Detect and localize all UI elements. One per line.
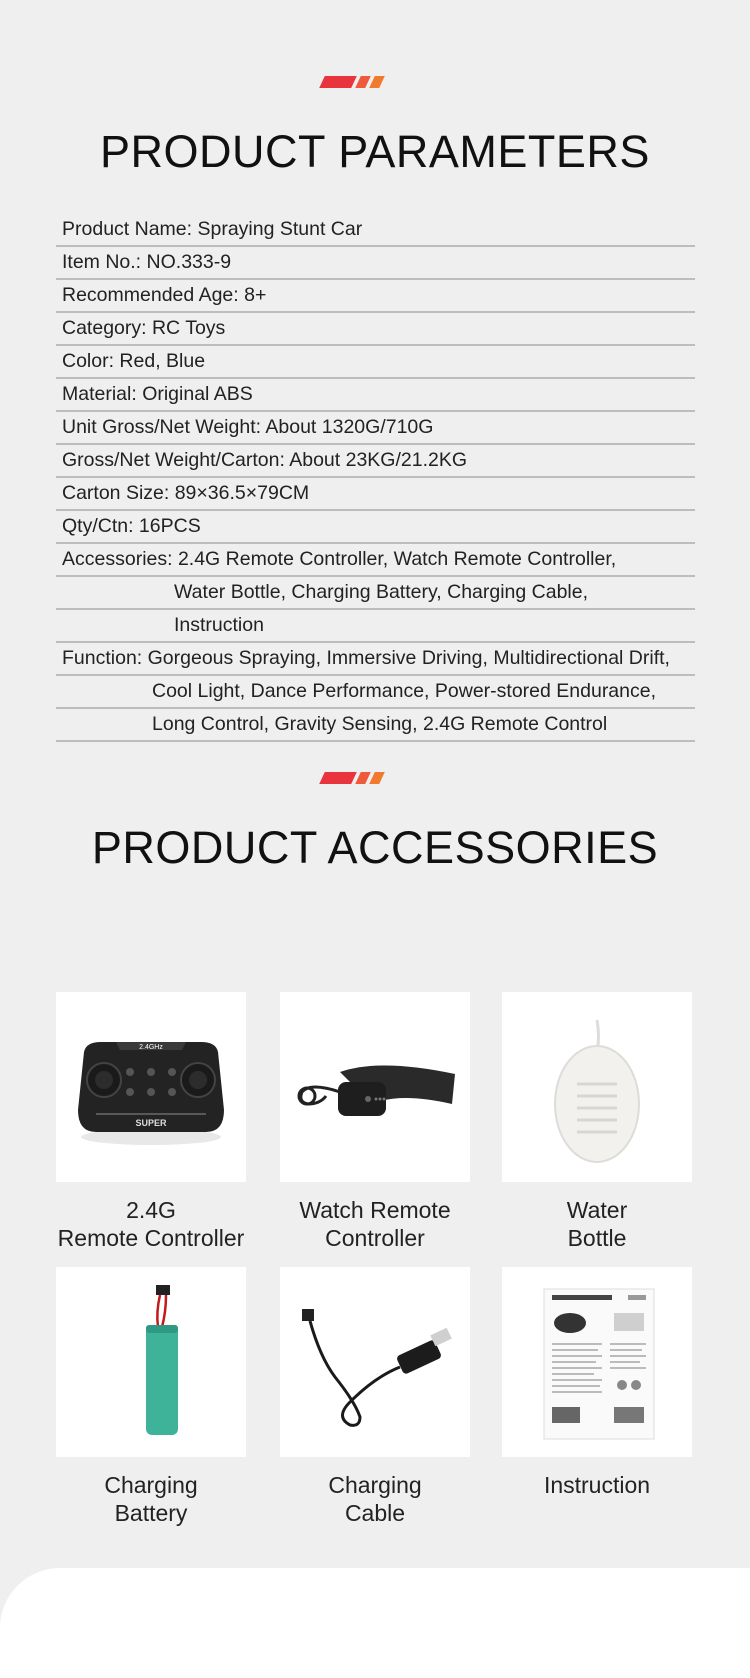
accessory-label: Instruction xyxy=(543,1472,651,1498)
accessory-remote-controller xyxy=(56,992,246,1251)
accessory-cable xyxy=(280,1267,470,1526)
param-row: Item No.: NO.333-9 xyxy=(56,247,695,280)
param-row: Recommended Age: 8+ xyxy=(56,280,695,313)
watch-controller-image xyxy=(280,992,470,1182)
accessory-instruction xyxy=(502,1267,692,1498)
remote-badge: 2.4GHz xyxy=(139,1044,163,1051)
param-row: Water Bottle, Charging Battery, Charging Cable, xyxy=(56,577,695,610)
remote-controller-icon xyxy=(56,992,246,1182)
param-row: Qty/Ctn: 16PCS xyxy=(56,511,695,544)
usb-cable-icon xyxy=(280,1267,470,1457)
param-row: Material: Original ABS xyxy=(56,379,695,412)
water-bottle-icon xyxy=(502,992,692,1182)
battery-image xyxy=(56,1267,246,1457)
accessories-title: PRODUCT ACCESSORIES xyxy=(91,822,659,873)
param-row: Instruction xyxy=(56,610,695,643)
param-row: Unit Gross/Net Weight: About 1320G/710G xyxy=(56,412,695,445)
param-row: Long Control, Gravity Sensing, 2.4G Remote Control xyxy=(56,709,695,742)
parameters-table xyxy=(56,214,695,742)
accessory-label: Charging Battery xyxy=(104,1472,198,1526)
instruction-image xyxy=(502,1267,692,1457)
accent-mark xyxy=(318,76,384,88)
accent-mark xyxy=(318,772,384,784)
param-row: Cool Light, Dance Performance, Power-stored Endurance, xyxy=(56,676,695,709)
accessory-water-bottle xyxy=(502,992,692,1251)
instruction-manual-icon xyxy=(502,1267,692,1457)
cable-image xyxy=(280,1267,470,1457)
remote-controller-image xyxy=(56,992,246,1182)
water-bottle-image xyxy=(502,992,692,1182)
param-row: Category: RC Toys xyxy=(56,313,695,346)
remote-brand: SUPER xyxy=(135,1118,167,1128)
accessory-label: Water Bottle xyxy=(566,1197,628,1251)
bottom-white-band xyxy=(0,1568,750,1678)
accessory-label: 2.4G Remote Controller xyxy=(57,1197,245,1251)
battery-icon xyxy=(56,1267,246,1457)
accessory-label: Charging Cable xyxy=(328,1472,422,1526)
param-row: Accessories: 2.4G Remote Controller, Watch Remote Controller, xyxy=(56,544,695,577)
accessory-watch-controller xyxy=(280,992,470,1251)
parameters-title: PRODUCT PARAMETERS xyxy=(100,126,650,177)
param-row: Product Name: Spraying Stunt Car xyxy=(56,214,695,247)
accessory-label: Watch Remote Controller xyxy=(299,1197,451,1251)
param-row: Carton Size: 89×36.5×79CM xyxy=(56,478,695,511)
param-row: Function: Gorgeous Spraying, Immersive Driving, Multidirectional Drift, xyxy=(56,643,695,676)
param-row: Gross/Net Weight/Carton: About 23KG/21.2KG xyxy=(56,445,695,478)
param-row: Color: Red, Blue xyxy=(56,346,695,379)
watch-controller-icon xyxy=(280,992,470,1182)
accessory-battery xyxy=(56,1267,246,1526)
